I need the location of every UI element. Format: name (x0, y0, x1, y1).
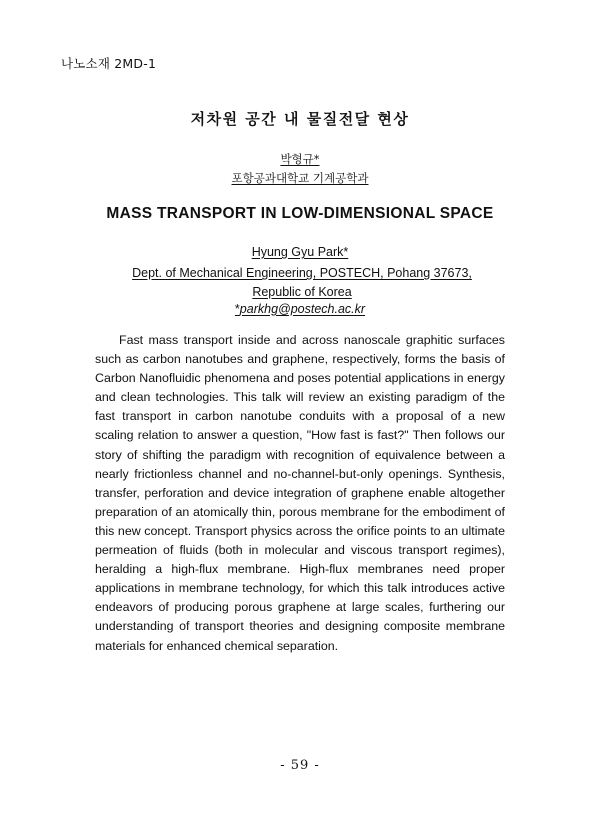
page-number: - 59 - (280, 758, 320, 773)
email-line (0, 302, 600, 316)
email-address: parkhg@postech.ac.kr (239, 302, 366, 316)
session-code: 나노소재 2MD-1 (61, 56, 157, 71)
english-affiliation (108, 264, 496, 302)
english-author-name: Hyung Gyu Park* (251, 245, 349, 259)
english-affiliation-text: Dept. of Mechanical Engineering, POSTECH, Pohang 37673, Republic of Korea (132, 266, 472, 299)
korean-author-name: 박형규* (280, 152, 320, 166)
korean-author (0, 151, 600, 167)
email-asterisk: * (234, 302, 240, 316)
korean-title: 저차원 공간 내 물질전달 현상 (190, 110, 410, 128)
korean-affiliation (0, 170, 600, 186)
korean-affiliation-text: 포항공과대학교 기계공학과 (231, 171, 369, 185)
english-title: MASS TRANSPORT IN LOW-DIMENSIONAL SPACE (106, 205, 494, 222)
abstract-body: Fast mass transport inside and across nanoscale graphitic surfaces such as carbon nanotubes and graphene, respectively, forms the basis of Carbon Nanofluidic phenomena and poses potential applications in energy and clean technologies. This talk will review an existing paradigm of the fast transport in carbon nanotube conduits with a proposal of a new scaling relation to answer a question, "How fast is fast?" Then follows our story of shifting the paradigm with recognition of equivalence between a nearly frictionless channel and no-channel-but-only openings. Synthesis, transfer, perforation and device integration of graphene enable altogether preparation of an atomically thin, porous membrane for the embodiment of this new concept. Transport physics across the orifice points to an ultimate permeation of fluids (both in molecular and viscous transport regimes), heralding a high-flux membrane. High-flux membranes need proper applications in membrane technology, for which this talk introduces active endeavors of producing porous graphene at large scales, furthering our understanding of transport theories and designing composite membrane materials for enhanced chemical separation. (95, 333, 505, 653)
english-author (0, 245, 600, 259)
